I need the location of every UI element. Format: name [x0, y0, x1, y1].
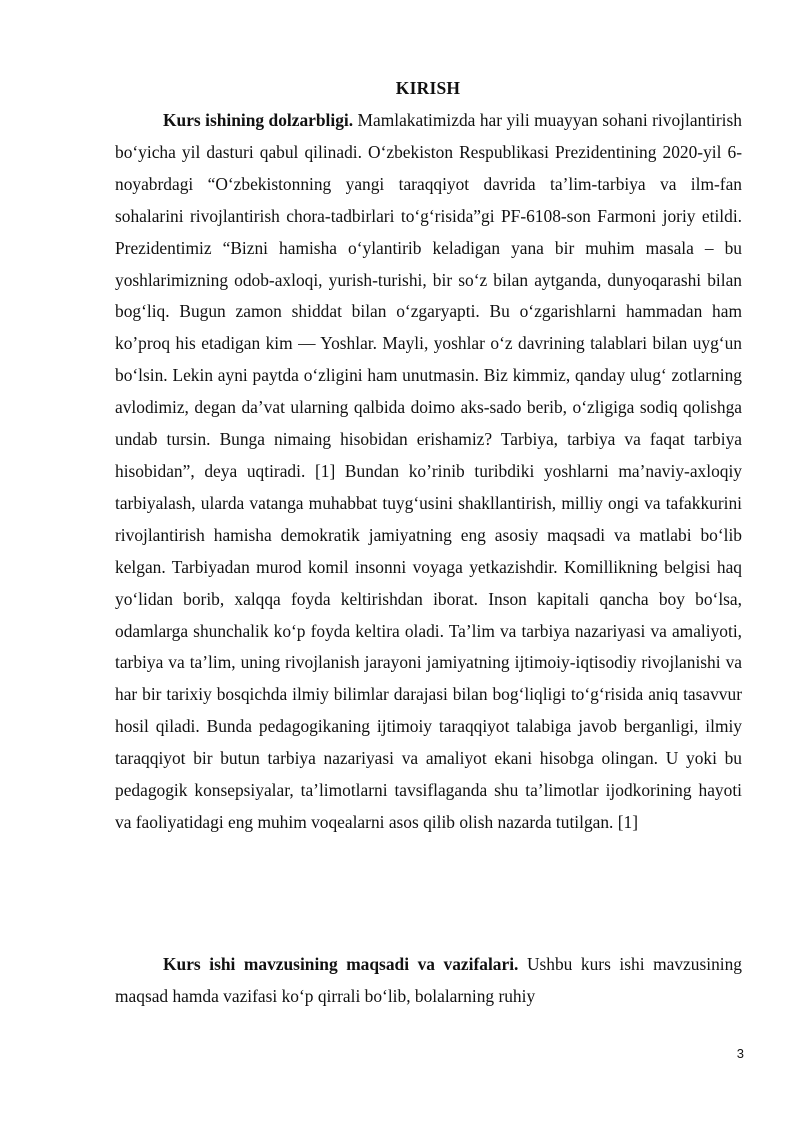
paragraph-body-relevance: Mamlakatimizda har yili muayyan sohani rivojlantirish bo‘yicha yil dasturi qabul qilinadi. O‘zbekiston Respublikasi Prezidentining 2020-yil 6-noyabrdagi “O‘zbekistonning yangi taraqqiyot davrida ta’lim-tarbiya va ilm-fan sohalarini rivojlantirish chora-tadbirlari to‘g‘risida”gi PF-6108-son Farmoni joriy etildi. Prezidentimiz “Bizni hamisha o‘ylantirib keladigan yana bir muhim masala – bu yoshlarimizning odob-axloqi, yurish-turishi, bir so‘z bilan aytganda, dunyoqarashi bilan bog‘liq. Bugun zamon shiddat bilan o‘zgaryapti. Bu o‘zgarishlarni hammadan ham ko’proq his etadigan kim — Yoshlar. Mayli, yoshlar o‘z davrining talablari bilan uyg‘un bo‘lsin. Lekin ayni paytda o‘zligini ham unutmasin. Biz kimmiz, qanday ulug‘ zotlarning avlodimiz, degan da’vat ularning qalbida doimo aks-sado berib, o‘zligiga sodiq qolishga undab tursin. Bunga nimaing hisobidan erishamiz? Tarbiya, tarbiya va faqat tarbiya hisobidan”, deya uqtiradi. [1] Bundan ko’rinib turibdiki yoshlarni ma’naviy-axloqiy tarbiyalash, ularda vatanga muhabbat tuyg‘usini shakllantirish, milliy ongi va tafakkurini rivojlantirish hamisha demokratik jamiyatning eng asosiy maqsadi va matlabi bo‘lib kelgan. Tarbiyadan murod komil insonni voyaga yetkazishdir. Komillikning belgisi haq yo‘lidan borib, xalqqa foyda keltirishdan iborat. Inson kapitali qancha boy bo‘lsa, odamlarga shunchalik ko‘p foyda keltira oladi. Ta’lim va tarbiya nazariyasi va amaliyoti, tarbiya va ta’lim, uning rivojlanish jarayoni jamiyatning ijtimoiy-iqtisodiy rivojlanishi va har bir tarixiy bosqichda ilmiy bilimlar darajasi bilan bog‘liqligi to‘g‘risida aniq tasavvur hosil qiladi. Bunda pedagogikaning ijtimoiy taraqqiyot talabiga javob berganligi, ilmiy taraqqiyot bir butun tarbiya nazariyasi va amaliyot ekani hisobga olingan. U yoki bu pedagogik konsepsiyalar, ta’limotlarni tavsiflaganda shu ta’limotlar ijodkorining hayoti va faoliyatidagi eng muhim voqealarni asos qilib olish nazarda tutilgan. [1]	[115, 110, 742, 832]
body-text-block-2	[115, 949, 742, 1013]
page-number: 3	[736, 1046, 744, 1061]
body-text-block-1	[115, 105, 742, 839]
paragraph-body-goals: Ushbu kurs ishi mavzusining maqsad hamda vazifasi ko‘p qirrali bo‘lib, bolalarning ruhiy	[115, 954, 742, 1006]
paragraph-relevance	[115, 105, 742, 839]
paragraph-lead-goals: Kurs ishi mavzusining maqsadi va vazifalari.	[163, 954, 519, 974]
section-heading: KIRISH	[395, 78, 461, 98]
paragraph-lead-relevance: Kurs ishining dolzarbligi.	[163, 110, 354, 130]
paragraph-goals	[115, 949, 742, 1013]
